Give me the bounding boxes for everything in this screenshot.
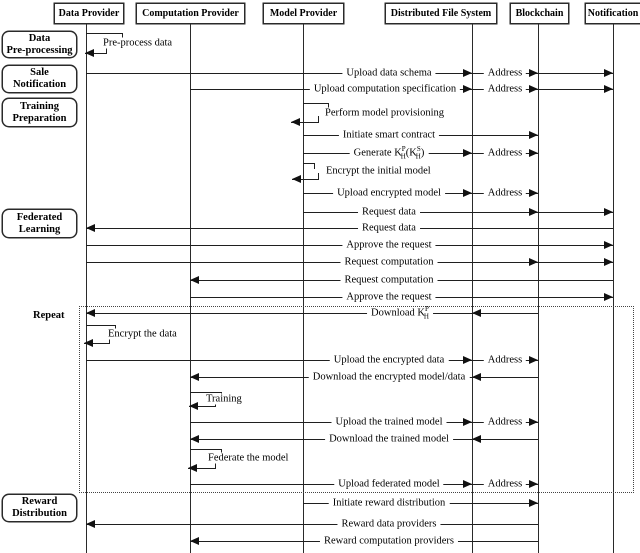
actor-box-model-provider: Model Provider <box>263 3 344 24</box>
self-message-training-arrowhead <box>189 402 198 410</box>
message-request-data-line <box>86 228 613 229</box>
message-address-label: Address <box>484 355 526 366</box>
message-initiate-smart-contract-arrowhead <box>529 131 538 139</box>
message-relay-arrowhead <box>472 435 481 443</box>
message-download-the-encrypted-model-data-label: Download the encrypted model/data <box>309 372 470 383</box>
actor-box-data-provider: Data Provider <box>54 3 124 24</box>
message-relay-arrowhead <box>604 208 613 216</box>
message-download-the-trained-model-label: Download the trained model <box>325 434 453 445</box>
phase-label-sale-notification: Sale Notification <box>2 65 77 93</box>
message-request-computation-line <box>86 262 538 263</box>
repeat-fragment-label: Repeat <box>33 310 65 321</box>
message-reward-data-providers-line <box>86 524 538 525</box>
message-initiate-reward-distribution-label: Initiate reward distribution <box>329 498 450 509</box>
message-initiate-smart-contract-label: Initiate smart contract <box>339 130 439 141</box>
message-address-arrowhead <box>529 480 538 488</box>
message-address-arrowhead <box>529 189 538 197</box>
self-message-pre-process-data-top-line <box>86 33 123 34</box>
message-upload-the-trained-model-label: Upload the trained model <box>331 417 446 428</box>
actor-box-blockchain: Blockchain <box>510 3 569 24</box>
message-upload-encrypted-model-label: Upload encrypted model <box>333 188 445 199</box>
message-approve-the-request-label: Approve the request <box>342 240 435 251</box>
message-download-the-trained-model-arrowhead <box>190 435 199 443</box>
message-request-data-label: Request data <box>358 207 420 218</box>
message-relay-line <box>538 262 613 263</box>
message-download-k-p-h-arrowhead <box>86 309 95 317</box>
self-message-encrypt-the-data-arrowhead <box>84 339 93 347</box>
message-address-label: Address <box>484 148 526 159</box>
message-relay-arrowhead <box>472 309 481 317</box>
self-message-pre-process-data-label: Pre-process data <box>103 37 173 49</box>
message-upload-computation-specification-label: Upload computation specification <box>310 84 460 95</box>
self-message-perform-model-provisioning-label: Perform model provisioning <box>325 107 444 119</box>
message-upload-computation-specification-arrowhead <box>463 85 472 93</box>
message-relay-line <box>472 313 538 314</box>
message-relay-line <box>538 73 613 74</box>
message-upload-encrypted-model-arrowhead <box>463 189 472 197</box>
message-upload-federated-model-label: Upload federated model <box>334 479 443 490</box>
self-message-federate-the-model-arrowhead <box>188 464 197 472</box>
message-generate-k-p-h-k-s-h-label: Generate $K^P_H(K^S_H)$ <box>350 148 429 159</box>
message-request-data-line <box>303 212 538 213</box>
self-message-perform-model-provisioning-arrowhead <box>291 118 300 126</box>
self-message-encrypt-the-data-top-line <box>86 325 116 326</box>
message-address-arrowhead <box>529 69 538 77</box>
message-address-arrowhead <box>529 356 538 364</box>
message-request-data-label: Request data <box>358 223 420 234</box>
message-address-arrowhead <box>529 149 538 157</box>
message-address-label: Address <box>484 188 526 199</box>
self-message-encrypt-the-initial-model-arrowhead <box>292 175 301 183</box>
message-request-computation-label: Request computation <box>341 275 438 286</box>
phase-label-reward-distribution: Reward Distribution <box>2 494 77 522</box>
message-reward-data-providers-label: Reward data providers <box>337 519 440 530</box>
message-address-arrowhead <box>529 85 538 93</box>
phase-label-data-pre-processing: Data Pre-processing <box>2 31 77 58</box>
message-address-label: Address <box>484 84 526 95</box>
message-download-the-encrypted-model-data-arrowhead <box>190 373 199 381</box>
message-reward-computation-providers-arrowhead <box>190 537 199 545</box>
message-upload-the-encrypted-data-label: Upload the encrypted data <box>330 355 449 366</box>
message-request-computation-arrowhead <box>190 276 199 284</box>
message-relay-line <box>538 212 613 213</box>
message-initiate-reward-distribution-arrowhead <box>529 499 538 507</box>
message-request-data-arrowhead <box>86 224 95 232</box>
message-request-data-arrowhead <box>529 208 538 216</box>
message-upload-data-schema-label: Upload data schema <box>342 68 435 79</box>
message-relay-line <box>472 377 538 378</box>
message-relay-line <box>538 89 613 90</box>
self-message-perform-model-provisioning-return-tick <box>318 116 319 122</box>
message-relay-arrowhead <box>604 69 613 77</box>
self-message-encrypt-the-initial-model-label: Encrypt the initial model <box>326 165 431 177</box>
message-request-computation-label: Request computation <box>341 257 438 268</box>
message-upload-data-schema-arrowhead <box>463 69 472 77</box>
actor-box-notification: Notification <box>585 3 640 24</box>
message-download-k-p-h-label: Download $K^P_H$ <box>367 308 433 319</box>
message-upload-federated-model-arrowhead <box>463 480 472 488</box>
message-relay-arrowhead <box>604 85 613 93</box>
message-approve-the-request-label: Approve the request <box>342 292 435 303</box>
message-relay-arrowhead <box>604 258 613 266</box>
message-approve-the-request-arrowhead <box>604 293 613 301</box>
self-message-encrypt-the-initial-model-corner-tick <box>314 163 315 169</box>
message-approve-the-request-arrowhead <box>604 241 613 249</box>
self-message-perform-model-provisioning-top-line <box>303 103 329 104</box>
self-message-encrypt-the-initial-model-return-tick <box>318 173 319 179</box>
message-relay-line <box>472 439 538 440</box>
self-message-federate-the-model-label: Federate the model <box>208 452 289 464</box>
message-reward-computation-providers-label: Reward computation providers <box>320 536 458 547</box>
self-message-training-label: Training <box>206 393 242 405</box>
actor-box-computation-provider: Computation Provider <box>136 3 245 24</box>
message-address-label: Address <box>484 479 526 490</box>
message-generate-k-p-h-k-s-h-arrowhead <box>463 149 472 157</box>
message-address-label: Address <box>484 68 526 79</box>
self-message-federate-the-model-top-line <box>190 449 222 450</box>
message-address-label: Address <box>484 417 526 428</box>
phase-label-federated-learning: Federated Learning <box>2 209 77 238</box>
self-message-encrypt-the-data-label: Encrypt the data <box>108 328 177 340</box>
phase-label-training-preparation: Training Preparation <box>2 98 77 127</box>
message-reward-data-providers-arrowhead <box>86 520 95 528</box>
actor-box-distributed-file-system: Distributed File System <box>385 3 497 24</box>
message-relay-arrowhead <box>472 373 481 381</box>
self-message-pre-process-data-arrowhead <box>85 49 94 57</box>
message-upload-the-trained-model-arrowhead <box>463 418 472 426</box>
message-upload-the-encrypted-data-arrowhead <box>463 356 472 364</box>
message-address-arrowhead <box>529 418 538 426</box>
message-request-computation-arrowhead <box>529 258 538 266</box>
